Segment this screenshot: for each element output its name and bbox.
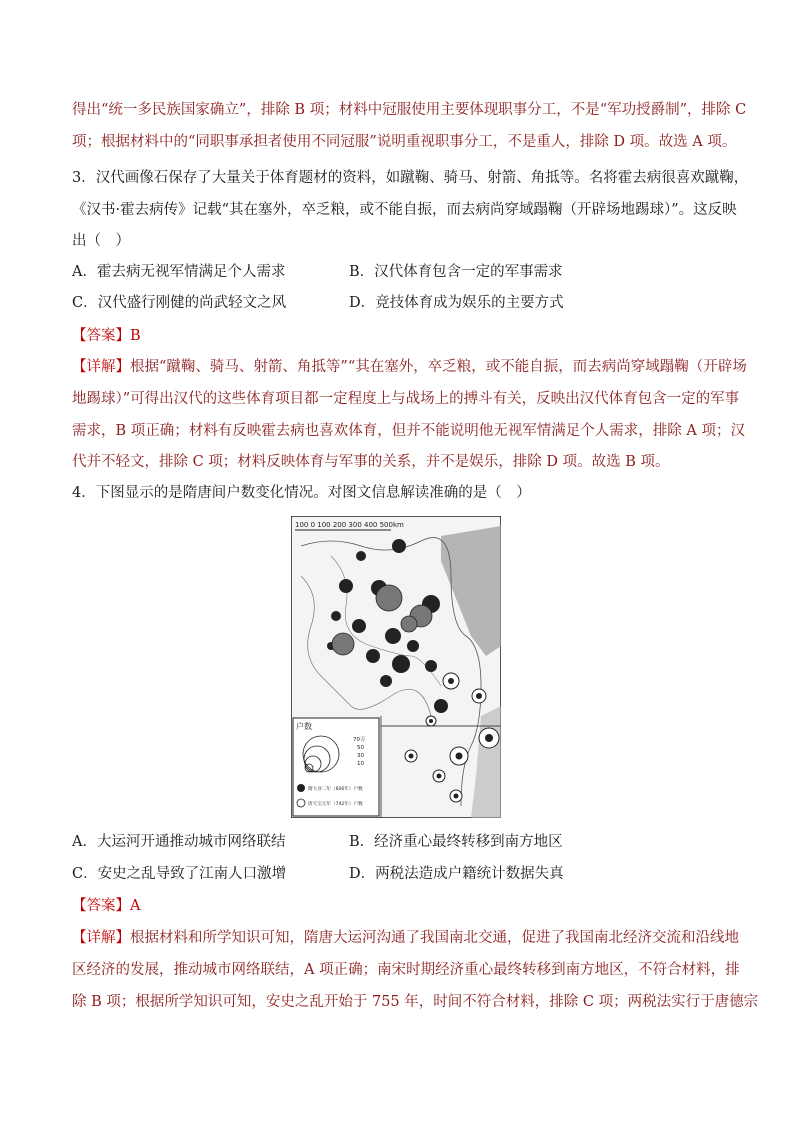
q4-detail-line-1 bbox=[72, 928, 739, 948]
q4-option-a: A．大运河开通推动城市网络联结 bbox=[72, 834, 286, 850]
legend-value-70: 70万 bbox=[353, 737, 366, 743]
map-scale-label: 100 0 100 200 300 400 500km bbox=[295, 521, 404, 529]
legend-value-30: 30 bbox=[357, 753, 364, 759]
q4-detail-line-3: 除 B 项；根据所学知识可知，安史之乱开始于 755 年，时间不符合材料，排除 C 项；两税法实行于唐德宗 bbox=[72, 994, 759, 1010]
legend-tang-swatch bbox=[297, 799, 305, 807]
q3-detail-label: 【详解】 bbox=[72, 359, 130, 375]
q4-answer bbox=[72, 896, 732, 916]
q4-option-b: B．经济重心最终转移到南方地区 bbox=[349, 834, 563, 850]
q3-option-c: C．汉代盛行刚健的尚武轻文之风 bbox=[72, 295, 287, 311]
q3-stem-line-3: 出（ ） bbox=[72, 233, 130, 249]
legend-title: 户数 bbox=[296, 722, 312, 731]
q4-detail-text-1: 根据材料和所学知识可知，隋唐大运河沟通了我国南北交通，促进了我国南北经济交流和沿线地 bbox=[130, 930, 739, 946]
q3-answer-label: 【答案】 bbox=[72, 328, 130, 344]
q3-detail-text-1: 根据“蹴鞠、骑马、射箭、角抵等”“其在塞外，卒乏粮，或不能自振，而去病尚穿域蹋鞠（开辟场 bbox=[130, 359, 747, 375]
q3-detail-line-2: 地踢球）”可得出汉代的这些体育项目都一定程度上与战场上的搏斗有关，反映出汉代体育包含一定的军事 bbox=[72, 391, 740, 407]
q4-detail-label: 【详解】 bbox=[72, 930, 130, 946]
q3-stem-line-1: 3．汉代画像石保存了大量关于体育题材的资料，如蹴鞠、骑马、射箭、角抵等。名将霍去病很喜欢蹴鞠， bbox=[72, 170, 749, 186]
q3-answer bbox=[72, 326, 732, 346]
q3-option-b: B．汉代体育包含一定的军事需求 bbox=[349, 264, 563, 280]
q3-option-a: A．霍去病无视军情满足个人需求 bbox=[72, 264, 286, 280]
q3-answer-value: B bbox=[130, 328, 141, 344]
q3-detail-line-4: 代并不轻文，排除 C 项；材料反映体育与军事的关系，并不是娱乐，排除 D 项。故选 B 项。 bbox=[72, 454, 670, 470]
q4-detail-line-2: 区经济的发展，推动城市网络联结，A 项正确；南宋时期经济重心最终转移到南方地区，不符合材料，排 bbox=[72, 962, 740, 978]
legend-sui-swatch bbox=[297, 784, 305, 792]
q4-answer-value: A bbox=[130, 898, 141, 914]
legend-tang-label: 唐天宝元年（742年）户数 bbox=[308, 802, 363, 807]
q4-option-d: D．两税法造成户籍统计数据失真 bbox=[349, 866, 564, 882]
legend-value-10: 10 bbox=[357, 761, 364, 767]
q2-detail-line-1: 得出“统一多民族国家确立”，排除 B 项；材料中冠服使用主要体现职事分工，不是“军功授爵制”，排除 C bbox=[72, 102, 747, 118]
legend-value-50: 50 bbox=[357, 745, 364, 751]
q3-option-d: D．竞技体育成为娱乐的主要方式 bbox=[349, 295, 564, 311]
q2-detail-line-2: 项；根据材料中的“同职事承担者使用不同冠服”说明重视职事分工，不是重人，排除 D 项。故选 A 项。 bbox=[72, 134, 737, 150]
q3-detail-line-3: 需求，B 项正确；材料有反映霍去病也喜欢体育，但并不能说明他无视军情满足个人需求，排除 A 项；汉 bbox=[72, 423, 745, 439]
legend-sui-label: 隋大业二年（606年）户数 bbox=[308, 787, 363, 792]
q4-answer-label: 【答案】 bbox=[72, 898, 130, 914]
q3-stem-line-2: 《汉书·霍去病传》记载“其在塞外，卒乏粮，或不能自振，而去病尚穿域蹋鞠（开辟场地踢球）”。这反映 bbox=[72, 202, 737, 218]
sui-tang-household-map bbox=[291, 516, 501, 818]
q4-option-c: C．安史之乱导致了江南人口激增 bbox=[72, 866, 287, 882]
q4-stem: 4．下图显示的是隋唐间户数变化情况。对图文信息解读准确的是（ ） bbox=[72, 485, 531, 501]
q3-detail-line-1 bbox=[72, 357, 747, 377]
